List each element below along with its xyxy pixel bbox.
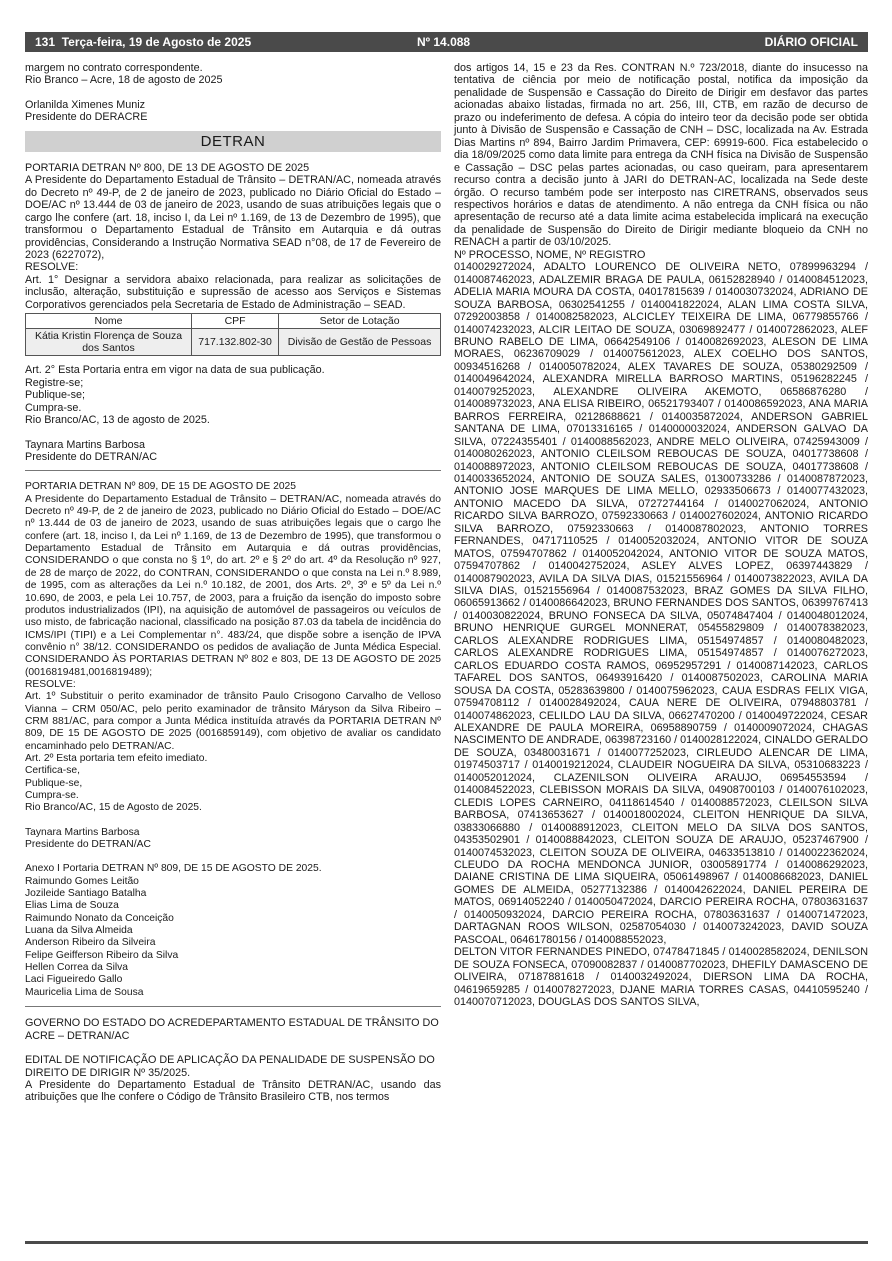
government-header: GOVERNO DO ESTADO DO ACREDEPARTAMENTO ESTADUAL DE TRÂNSITO DO ACRE – DETRAN/AC — [25, 1017, 439, 1042]
list-header: Nº PROCESSO, NOME, Nº REGISTRO — [454, 248, 646, 261]
edital-title: EDITAL DE NOTIFICAÇÃO DE APLICAÇÃO DA PENALIDADE DE SUSPENSÃO DO DIREITO DE DIRIGIR Nº 35/2025. — [25, 1054, 435, 1079]
list-item: Jozileide Santiago Batalha — [25, 888, 147, 900]
list-item: Raimundo Gomes Leitão — [25, 875, 139, 887]
list-item: Hellen Correa da Silva — [25, 962, 129, 974]
page-header — [25, 32, 868, 52]
edital-body: A Presidente do Departamento Estadual de Trânsito DETRAN/AC, usando das atribuições que lhe confere o Código de Trânsito Brasileiro CTB, nos termos — [25, 1078, 441, 1104]
closing-line: Rio Branco/AC, 15 de Agosto de 2025. — [25, 802, 202, 814]
right-column — [454, 62, 868, 1008]
closing-line: Rio Branco/AC, 13 de agosto de 2025. — [25, 414, 210, 427]
table-cell: Divisão de Gestão de Pessoas — [279, 329, 441, 356]
signer-role: Presidente do DERACRE — [25, 111, 148, 124]
portaria-title: PORTARIA DETRAN Nº 800, DE 13 DE AGOSTO DE 2025 — [25, 161, 310, 174]
table-header: Nome — [26, 314, 192, 329]
designation-table — [25, 313, 441, 356]
resolve-label: RESOLVE: — [25, 678, 76, 690]
section-title: DETRAN — [25, 131, 441, 152]
article-text: Art. 2° Esta Portaria entra em vigor na data de sua publicação. — [25, 364, 325, 377]
closing-line: Publique-se; — [25, 389, 86, 402]
signer-name: Taynara Martins Barbosa — [25, 438, 146, 451]
list-item: Anderson Ribeiro da Silveira — [25, 937, 156, 949]
list-item: Raimundo Nonato da Conceição — [25, 912, 174, 924]
edital-body: dos artigos 14, 15 e 23 da Res. CONTRAN N.º 723/2018, diante do insucesso na tentativa de ciência por meio de notificação postal, notifica da imposição da penalidade de Suspensão e Cassação do Direito de Dirigir em desfavor das partes acionadas abaixo listadas, firmada no art. 256, III, CTB, em razão de decurso de prazo ou indeferimento de defesa. A cópia do inteiro teor da decisão pode ser obtida junto à Divisão de Suspensão e Cassação de CNH – DSC, localizada na Av. Estrada Dias Martins nº 894, Bairro Jardim Primavera, CEP: 69919-600. Fica estabelecido o dia 18/09/2025 como data limite para entrega da CNH física na Divisão de Suspensão e Cassação – DSC pelas partes acionadas, ou caso queiram, para apresentarem recurso contra a decisão junto à JARI do DETRAN-AC, localizada na Sede deste órgão. O recurso também pode ser interposto nas CIRETRANS, observados seus respectivos horários e datas de atendimento. A não entrega da CNH física ou não apresentação de recurso até a data limite acima estabelecida implicará na execução da penalidade de Suspensão do Direito de Dirigir mediante bloqueio da CNH no RENACH a partir de 03/10/2025. — [454, 62, 868, 249]
portaria-body: A Presidente do Departamento Estadual de Trânsito – DETRAN/AC, nomeada através do Decreto nº 49-P, de 2 de janeiro de 2023, publicado no Diário Oficial do Estado – DOE/AC nº 13.444 de 03 de janeiro de 2023, usando de suas atribuições legais que o cargo lhe confere (art. 18, inciso I, da Lei nº 1.169, de 13 de Dezembro de 1995), que transformou o Departamento Estadual de Trânsito em Autarquia e dá outras providências, Considerando a Instrução Normativa SEAD n°08, de 17 de Fevereiro de 2023 (6227072), — [25, 174, 441, 261]
table-header: Setor de Lotação — [279, 314, 441, 329]
closing-line: Publique-se, — [25, 777, 83, 789]
notified-list: DELTON VITOR FERNANDES PINEDO, 07478471845 / 0140028582024, DENILSON DE SOUZA FONSECA, 07090082837 / 0140087702023, DHEFILY DAMASCENO DE OLIVEIRA, 07187881618 / 0140032492024, DIERSON LIMA DA ROCHA, 04619659285 / 0140078272023, DJANE MARIA TORRES CASAS, 04410595240 / 0140070712023, DOUGLAS DOS SANTOS SILVA, — [454, 946, 868, 1008]
closing-line: Registre-se; — [25, 376, 84, 389]
left-column — [25, 62, 441, 1104]
page-date: 131 Terça-feira, 19 de Agosto de 2025 — [35, 35, 252, 49]
list-item: Elias Lima de Souza — [25, 900, 119, 912]
article-text: Art. 1º Substituir o perito examinador de trânsito Paulo Crisogono Carvalho de Velloso Vianna – CRM 050/AC, pelo perito examinador de trânsito Máryson da Silva Ribeiro – CRM 881/AC, para compor a Junta Médica instituída através da PORTARIA DETRAN Nº 809, DE 15 DE AGOSTO DE 2025 (0016859149), com objetivo de avaliar os candidato encaminhado pelo DETRAN/AC. — [25, 691, 441, 752]
closing-line: Certifica-se, — [25, 765, 80, 777]
publication-name: DIÁRIO OFICIAL — [764, 35, 858, 49]
list-item: Luana da Silva Almeida — [25, 925, 133, 937]
signer-name: Orlanilda Ximenes Muniz — [25, 98, 146, 111]
footer-rule — [25, 1241, 868, 1244]
list-item: Laci Figueiredo Gallo — [25, 974, 123, 986]
table-cell: 717.132.802-30 — [192, 329, 279, 356]
issue-number: Nº 14.088 — [417, 35, 471, 49]
divider — [25, 470, 441, 471]
signer-role: Presidente do DETRAN/AC — [25, 450, 158, 463]
list-item: Mauricelia Lima de Sousa — [25, 986, 144, 998]
portaria-body: A Presidente do Departamento Estadual de Trânsito – DETRAN/AC, nomeada através do Decreto nº 49-P, de 2 de janeiro de 2023, publicado no Diário Oficial do Estado – DOE/AC nº 13.444 de 03 de janeiro de 2023, usando de suas atribuições legais que o cargo lhe confere (art. 18, inciso I, da Lei nº 1.169, de 13 de Dezembro de 1995), que transformou o Departamento Estadual de Trânsito em Autarquia e dá outras providências, CONSIDERANDO o que consta no § 1º, do art. 2º e § 2º do art. 4º da Resolução nº 927, de 28 de março de 2022, do CONTRAN, CONSIDERANDO o que consta na Lei n.º 8.989, de 1995, com as alterações da Lei n.º 10.182, de 2001, dos Arts. 2º, 3º e 5º da Lei n.º 10.690, de 2003, e pela Lei 10.757, de 2003, para a fruição da isenção do imposto sobre produtos industrializados (IPI), na aquisição de automóvel de passageiros ou veículos de uso misto, de fabricação nacional, classificado na posição 87.03 da tabela de incidência do ICMS/IPI (TIPI) e a Lei Complementar n°. 483/24, que dispõe sobre a isenção de IPVA convênio n° 38/12. CONSIDERANDO os pedidos de avaliação de Junta Médica Especial. CONSIDERANDO ÀS PORTARIAS DETRAN Nº 802 e 803, DE 13 DE AGOSTO DE 2025 (0016819481,0016819489); — [25, 493, 441, 678]
signer-name: Taynara Martins Barbosa — [25, 826, 140, 838]
intro-line: margem no contrato correspondente. — [25, 62, 203, 74]
portaria-title: PORTARIA DETRAN Nº 809, DE 15 DE AGOSTO DE 2025 — [25, 481, 297, 493]
article-text: Art. 2º Esta portaria tem efeito imediato. — [25, 752, 208, 764]
article-text: Art. 1° Designar a servidora abaixo relacionada, para realizar as solicitações de inclusão, alteração, substituição e supressão de acesso aos Serviços e Sistemas Corporativos gerenciados pela Secretaria de Estado de Administração – SEAD. — [25, 273, 441, 311]
table-cell: Kátia Kristin Florença de Souza dos Santos — [26, 329, 192, 356]
intro-line: Rio Branco – Acre, 18 de agosto de 2025 — [25, 74, 223, 87]
closing-line: Cumpra-se. — [25, 790, 79, 802]
closing-line: Cumpra-se. — [25, 401, 82, 414]
table-header: CPF — [192, 314, 279, 329]
divider — [25, 1006, 441, 1007]
table-row — [26, 329, 441, 356]
list-item: Felipe Geifferson Ribeiro da Silva — [25, 949, 179, 961]
notified-list: 0140029272024, ADALTO LOURENCO DE OLIVEIRA NETO, 07899963294 / 0140087462023, ADALZEMIR BRAGA DE PAULA, 06152828940 / 0140084512023, ADELIA MARIA MOURA DA COSTA, 04017815639 / 0140030732024, ADRIANO DE SOUZA BARBOSA, 06302541255 / 0140041822024, ALAN LIMA COSTA SILVA, 07292003858 / 0140082582023, ALCICLEY TEIXEIRA DE LIMA, 06779855766 / 0140074232023, ALCIR LEITAO DE SOUZA, 03069892477 / 0140072862023, ALEF BRUNO RABELO DE LIMA, 06642549106 / 0140082692023, ALESON DE LIMA MORAES, 06236709029 / 0140075612023, ALEX COELHO DOS SANTOS, 00934516268 / 0140050782024, ALEX TAVARES DE SOUZA, 05380292509 / 0140049642024, ALEXANDRA MIRELLA BARROSO MARTINS, 05196282245 / 0140079252023, ALEXANDRE OLIVEIRA AKEMOTO, 06586876280 / 0140089732023, ANA ELISA RIBEIRO, 06521793407 / 0140086592023, ANA MARIA BARROS FERREIRA, 02128688621 / 0140035872024, ANDERSON GABRIEL SANTANA DE LIMA, 07013316165 / 0140000032024, ANDERSON GALVAO DA SILVA, 07224355401 / 0140088562023, ANDRE MELO OLIVEIRA, 07425943009 / 0140080262023, ANTONIO CLEILSOM REBOUCAS DE SOUZA, 04017738608 / 0140088972023, ANTONIO CLEILSOM REBOUCAS DE SOUZA, 04017738608 / 0140033652024, ANTONIO DE SOUZA SALES, 01300733286 / 0140087872023, ANTONIO JOSE MARQUES DE LIMA MELLO, 02933506673 / 0140077432023, ANTONIO MACEDO DA SILVA, 07272744164 / 0140027062024, ANTONIO RICARDO SILVA BARROZO, 07592330663 / 0140027602024, ANTONIO RICARDO SILVA BARROZO, 07592330663 / 0140087802023, ANTONIO TORRES FERNANDES, 04717110525 / 0140052032024, ANTONIO VITOR DE SOUZA MATOS, 07594707862 / 0140052042024, ANTONIO VITOR DE SOUZA MATOS, 07594707862 / 0140042752024, ASLEY ALVES LOPEZ, 06397443829 / 0140087902023, AVILA DA SILVA DIAS, 01521556964 / 0140073822023, AVILA DA SILVA DIAS, 01521556964 / 0140087532023, BRAZ GOMES DA SILVA FILHO, 06065913662 / 0140086642023, BRUNO FERNANDES DOS SANTOS, 06399767413 / 0140030822024, BRUNO FONSECA DA SILVA, 05074847404 / 0140048012024, BRUNO HENRIQUE GURGEL MONNERAT, 05455829809 / 0140078382023, CARLOS ALEXANDRE RODRIGUES LIMA, 05154974857 / 0140080482023, CARLOS ALEXANDRE RODRIGUES LIMA, 05154974857 / 0140076272023, CARLOS EDUARDO COSTA RAMOS, 06952957291 / 0140087142023, CARLOS TAFAREL DOS SANTOS, 06493916420 / 0140087502023, CAROLINA MARIA SOUSA DA COSTA, 05283639800 / 0140075962023, CAUA ESDRAS FELIX VIGA, 07594708112 / 0140028492024, CAUA NERE DE OLIVEIRA, 07948803781 / 0140074862023, CELILDO LAU DA SILVA, 06627470200 / 0140049722024, CESAR ALEXANDRE DE PAULA MOREIRA, 06958890759 / 0140009072024, CHAGAS NASCIMENTO DE ANDRADE, 06398723160 / 0140028122024, CINALDO GERALDO DE SOUZA, 03480031671 / 0140077252023, CIRLEUDO ALENCAR DE LIMA, 01974503717 / 0140019212024, CLAUDEIR NOGUEIRA DA SILVA, 05310683223 / 0140052012024, CLAZENILSON OLIVEIRA ARAUJO, 06954553594 / 0140084522023, CLEBISSON MORAIS DA SILVA, 04908700103 / 0140076102023, CLEDIS LOPES CARNEIRO, 04118614540 / 0140088572023, CLEILSON SILVA BARBOSA, 07413653627 / 0140018002024, CLEITON HENRIQUE DA SILVA, 03833066880 / 0140088912023, CLEITON MELO DA SILVA DOS SANTOS, 04353502901 / 0140088842023, CLEITON SOUZA DE ARAUJO, 05237467900 / 0140074532023, CLEITON SOUZA DE OLIVEIRA, 04633513810 / 0140022362024, CLEUDO DA ROCHA MENDONCA JUNIOR, 03005891774 / 0140086292023, DAIANE CRISTINA DE LIMA SIQUEIRA, 05061498967 / 0140086682023, DANIEL GOMES DE ALMEIDA, 05277132386 / 0140042622024, DANIEL PEREIRA DE MATOS, 06914052240 / 0140050472024, DARCIO PEREIRA ROCHA, 07803631637 / 0140050932024, DARCIO PEREIRA ROCHA, 07803631637 / 0140071472023, DARTAGNAN ROOS WILSON, 02587054030 / 0140073242023, DAVID SOUZA PASCOAL, 06461780156 / 0140088552023, — [454, 261, 868, 946]
annex-title: Anexo I Portaria DETRAN Nº 809, DE 15 DE AGOSTO DE 2025. — [25, 863, 322, 875]
signer-role: Presidente do DETRAN/AC — [25, 839, 151, 851]
resolve-label: RESOLVE: — [25, 261, 79, 274]
